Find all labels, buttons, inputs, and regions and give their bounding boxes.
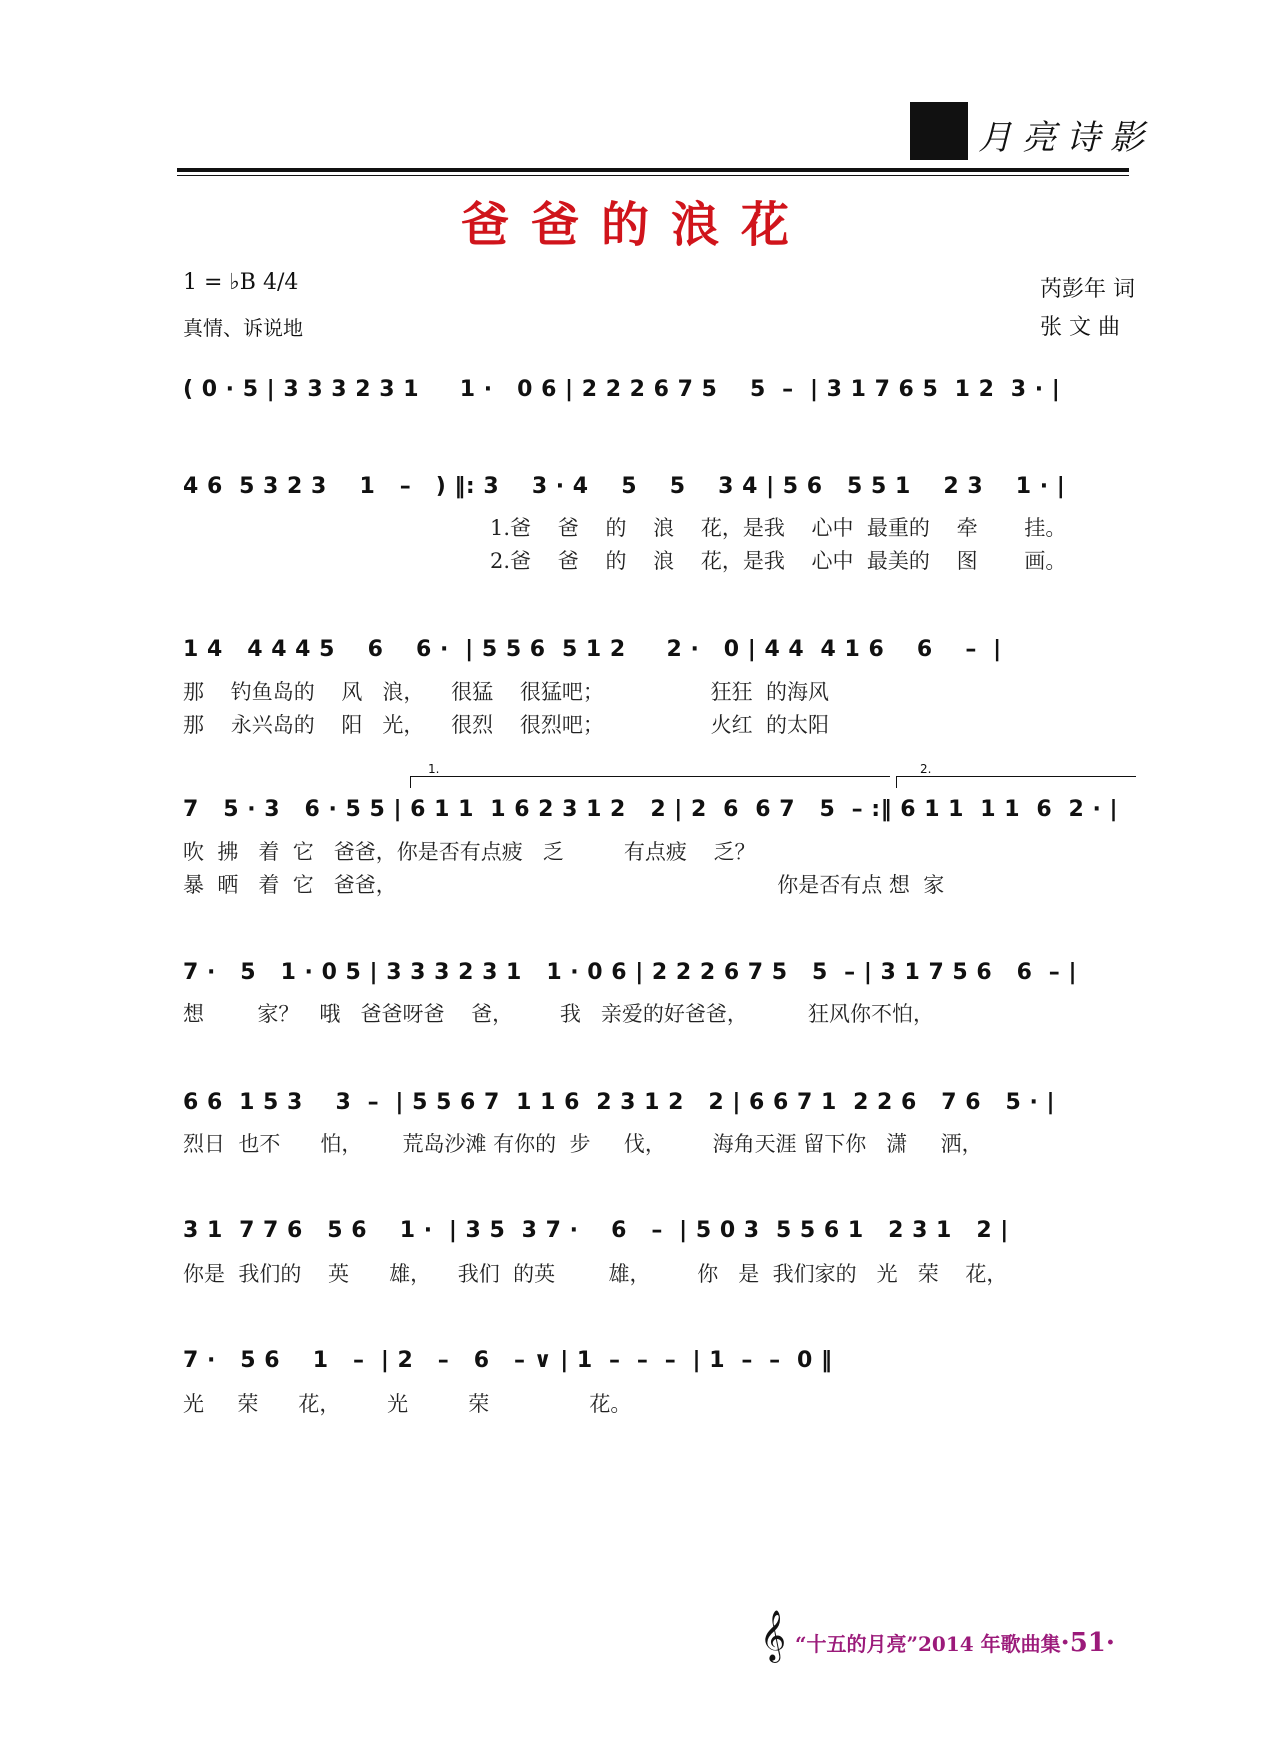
volta-line-2 [896,776,1136,777]
collection-title: “十五的月亮”2014 年歌曲集 [795,1632,1061,1656]
header-rule-thin [177,175,1129,176]
score-system-1: ( 0 · 5 | 3 3 3 2 3 1 1 · 0 6 | 2 2 2 6 7 5 5 – | 3 1 7 6 5 1 2 3 · | [183,377,1061,402]
score-system-2: 4 6 5 3 2 3 1 – ) ‖: 3 3 · 4 5 5 3 4 | 5 6 5 5 1 2 3 1 · | [183,474,1066,499]
lyric-verse-1: 1.爸 爸 的 浪 花，是我 心中 最重的 牵 挂。 [490,516,1067,540]
score-system-7: 3 1 7 7 6 5 6 1 · | 3 5 3 7 · 6 – | 5 0 3 5 5 6 1 2 3 1 2 | [183,1218,1009,1243]
page-number: ·51· [1060,1628,1115,1658]
composer-credit: 张 文 曲 [1040,315,1120,340]
lyric-line-1: 那 钓鱼岛的 风 浪， 很猛 很猛吧； 狂狂 的海风 [183,680,829,704]
score-system-3: 1 4 4 4 4 5 6 6 · | 5 5 6 5 1 2 2 · 0 | 4 4 4 1 6 6 – | [183,637,1002,662]
score-system-5: 7 · 5 1 · 0 5 | 3 3 3 2 3 1 1 · 0 6 | 2 2 2 6 7 5 5 – | 3 1 7 5 6 6 – | [183,960,1077,985]
tempo-marking: 真情、诉说地 [183,316,303,340]
score-system-4: 7 5 · 3 6 · 5 5 | 6 1 1 1 6 2 3 1 2 2 | 2 6 6 7 5 – :‖ 6 1 1 1 1 6 2 · | [183,797,1119,822]
lyric-verse-2: 2.爸 爸 的 浪 花，是我 心中 最美的 图 画。 [490,549,1067,573]
lyric-line-2: 暴 晒 着 它 爸爸， 你是否有点 想 家 [183,873,945,897]
lyric-line-1: 吹 拂 着 它 爸爸，你是否有点疲 乏 有点疲 乏？ [183,840,756,864]
volta-bracket-2 [896,776,897,788]
score-system-6: 6 6 1 5 3 3 – | 5 5 6 7 1 1 6 2 3 1 2 2 | 6 6 7 1 2 2 6 7 6 5 · | [183,1090,1056,1115]
brand-name: 月亮诗影 [978,118,1154,158]
lyric-line: 想 家？ 哦 爸爸呀爸 爸， 我 亲爱的好爸爸， 狂风你不怕， [183,1002,934,1026]
lyric-line: 烈日 也不 怕， 荒岛沙滩 有你的 步 伐， 海角天涯 留下你 潇 洒， [183,1132,983,1156]
brand-logo [910,102,968,160]
volta-bracket-1 [410,776,411,788]
lyric-line: 光 荣 花， 光 荣 花。 [183,1392,632,1416]
page-footer [795,1628,1115,1658]
key-signature: 1 = ♭B 4/4 [183,270,299,295]
volta-number-1: 1. [428,762,440,776]
treble-clef-icon: 𝄞 [760,1610,787,1661]
header-rule [177,168,1129,172]
volta-number-2: 2. [920,762,932,776]
lyric-line-2: 那 永兴岛的 阳 光， 很烈 很烈吧； 火红 的太阳 [183,713,829,737]
lyric-line: 你是 我们的 英 雄， 我们 的英 雄， 你 是 我们家的 光 荣 花， [183,1262,1008,1286]
lyricist-credit: 芮彭年 词 [1040,277,1135,302]
song-title: 爸爸的浪花 [460,197,811,253]
volta-line-1 [410,776,890,777]
score-system-8: 7 · 5 6 1 – | 2 – 6 – ∨ | 1 – – – | 1 – – 0 ‖ [183,1348,833,1373]
